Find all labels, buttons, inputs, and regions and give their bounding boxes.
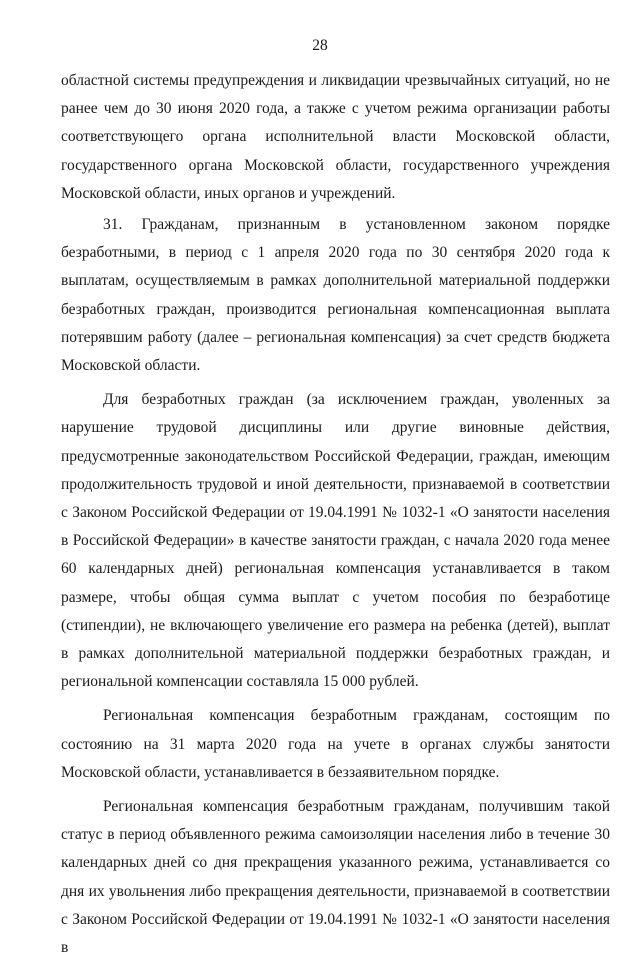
paragraph-continuation: областной системы предупреждения и ликвидации чрезвычайных ситуаций, но не ранее чем до 30 июня 2020 года, а также с учетом режима организации работы соответствующего органа исполнительной власти Московской области, государственного органа Московской области, государственного учреждения Московской области, иных органов и учреждений. <box>61 72 610 202</box>
paragraph-compensation-amount: Для безработных граждан (за исключением граждан, уволенных за нарушение трудовой дисциплины или другие виновные действия, предусмотренные законодательством Российской Федерации, граждан, имеющим продолжительность трудовой и иной деятельности, признаваемой в соответствии с Законом Российской Федерации от 19.04.1991 № 1032-1 «О занятости населения в Российской Федерации» в качестве занятости граждан, с начала 2020 года менее 60 календарных дней) региональная компенсация устанавливается в таком размере, чтобы общая сумма выплат с учетом пособия по безработице (стипендии), не включающего увеличение его размера на ребенка (детей), выплат в рамках дополнительной материальной поддержки безработных граждан, и региональной компенсации составляла 15 000 рублей. <box>61 391 610 691</box>
page-number: 28 <box>312 37 328 54</box>
paragraph-registered-unemployed: Региональная компенсация безработным гражданам, состоящим по состоянию на 31 марта 2020 года на учете в органах службы занятости Московской области, устанавливается в беззаявительном порядке. <box>61 707 610 781</box>
paragraph-self-isolation-period: Региональная компенсация безработным гражданам, получившим такой статус в период объявленного режима самоизоляции населения либо в течение 30 календарных дней со дня прекращения указанного режима, устанавливается со дня их увольнения либо прекращения деятельности, признаваемой в соответствии с Законом Российской Федерации от 19.04.1991 № 1032-1 «О занятости населения в <box>61 798 610 957</box>
paragraph-item-31: 31. Гражданам, признанным в установленном законом порядке безработными, в период с 1 апреля 2020 года по 30 сентября 2020 года к выплатам, осуществляемым в рамках дополнительной материальной поддержки безработных граждан, производится региональная компенсационная выплата потерявшим работу (далее – региональная компенсация) за счет средств бюджета Московской области. <box>61 216 610 375</box>
document-body <box>61 67 610 962</box>
